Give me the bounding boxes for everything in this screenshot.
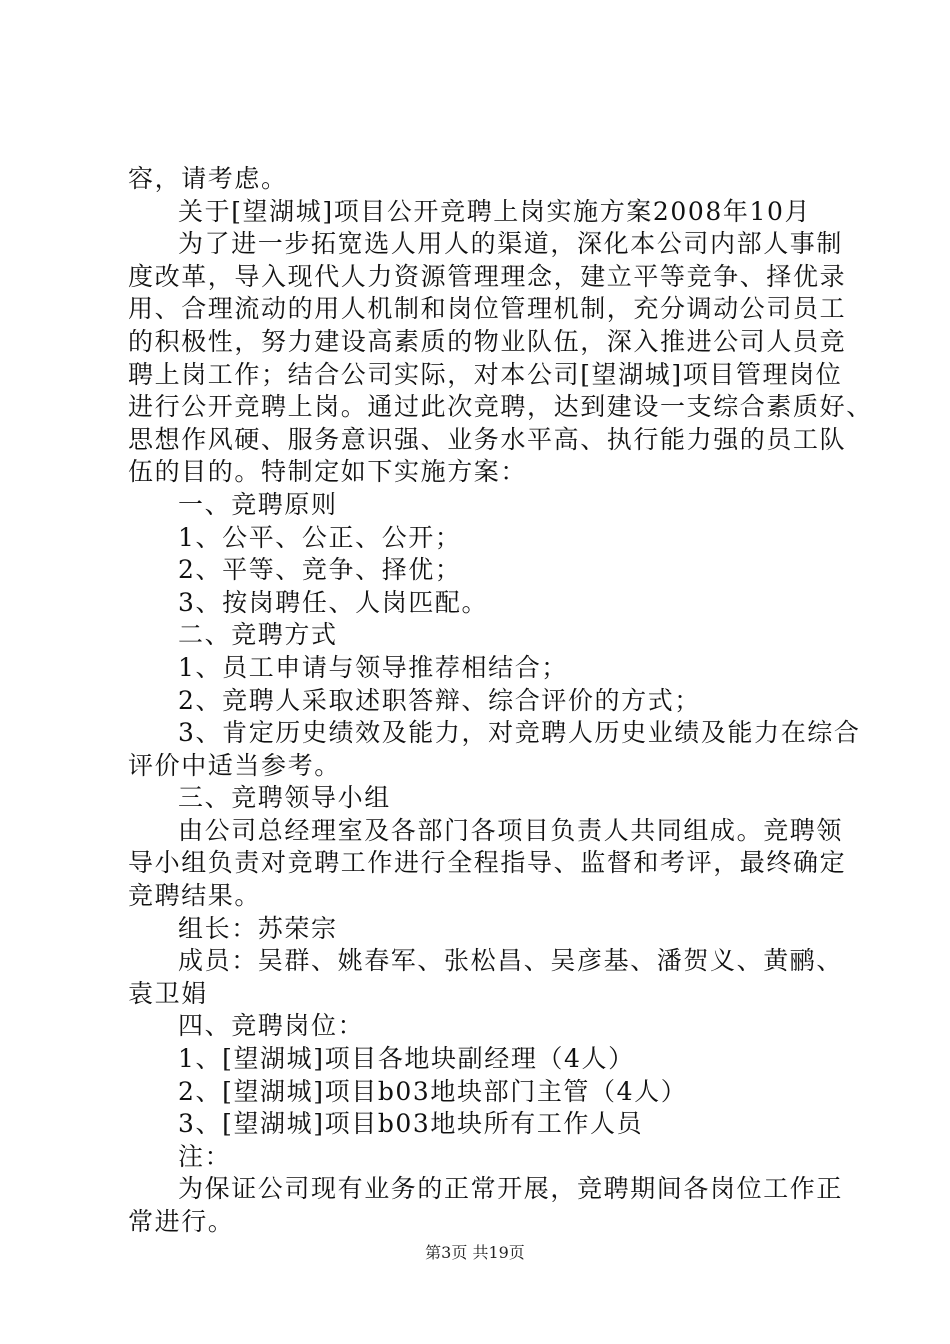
text-line: 三、竞聘领导小组 — [178, 783, 391, 813]
text-line: 度改革，导入现代人力资源管理理念，建立平等竞争、择优录 — [128, 261, 847, 291]
text-line: 2、平等、竞争、择优； — [178, 555, 462, 585]
text-line: 1、公平、公正、公开； — [178, 522, 462, 552]
text-line: 伍的目的。特制定如下实施方案： — [128, 457, 528, 487]
text-line: 用、合理流动的用人机制和岗位管理机制，充分调动公司员工 — [128, 294, 847, 324]
text-line: 二、竞聘方式 — [178, 620, 338, 650]
text-line: 1、[望湖城]项目各地块副经理（4人） — [178, 1044, 635, 1074]
text-line: 3、肯定历史绩效及能力，对竞聘人历史业绩及能力在综合 — [178, 718, 861, 748]
text-line: 为保证公司现有业务的正常开展，竞聘期间各岗位工作正 — [178, 1174, 844, 1204]
text-line: 一、竞聘原则 — [178, 489, 338, 519]
text-line: 注： — [178, 1141, 232, 1171]
text-line: 由公司总经理室及各部门各项目负责人共同组成。竞聘领 — [178, 815, 844, 845]
text-line: 的积极性，努力建设高素质的物业队伍，深入推进公司人员竞 — [128, 326, 847, 356]
text-line: 2、竞聘人采取述职答辩、综合评价的方式； — [178, 685, 701, 715]
text-line: 3、按岗聘任、人岗匹配。 — [178, 587, 489, 617]
document-body — [128, 163, 873, 1239]
page-footer: 第3页 共19页 — [425, 1243, 525, 1262]
text-line: 常进行。 — [128, 1207, 235, 1236]
text-line: 1、员工申请与领导推荐相结合； — [178, 652, 568, 682]
text-line: 组长：苏荣宗 — [178, 913, 338, 943]
text-line: 思想作风硬、服务意识强、业务水平高、执行能力强的员工队 — [128, 424, 847, 454]
text-line: 关于[望湖城]项目公开竞聘上岗实施方案2008年10月 — [178, 196, 812, 226]
text-line: 袁卫娟 — [128, 978, 208, 1008]
text-line: 导小组负责对竞聘工作进行全程指导、监督和考评，最终确定 — [128, 848, 847, 878]
text-line: 聘上岗工作；结合公司实际，对本公司[望湖城]项目管理岗位 — [128, 359, 843, 389]
text-line: 评价中适当参考。 — [128, 750, 341, 780]
text-line: 四、竞聘岗位： — [178, 1011, 365, 1041]
text-line: 3、[望湖城]项目b03地块所有工作人员 — [178, 1109, 644, 1139]
text-line: 为了进一步拓宽选人用人的渠道，深化本公司内部人事制 — [178, 229, 844, 259]
text-line: 2、[望湖城]项目b03地块部门主管（4人） — [178, 1076, 688, 1106]
text-line: 成员：吴群、姚春军、张松昌、吴彦基、潘贺义、黄鹂、 — [178, 946, 844, 976]
text-line: 竞聘结果。 — [128, 881, 262, 911]
text-line: 进行公开竞聘上岗。通过此次竞聘，达到建设一支综合素质好、 — [128, 392, 873, 422]
text-line: 容，请考虑。 — [128, 164, 288, 193]
